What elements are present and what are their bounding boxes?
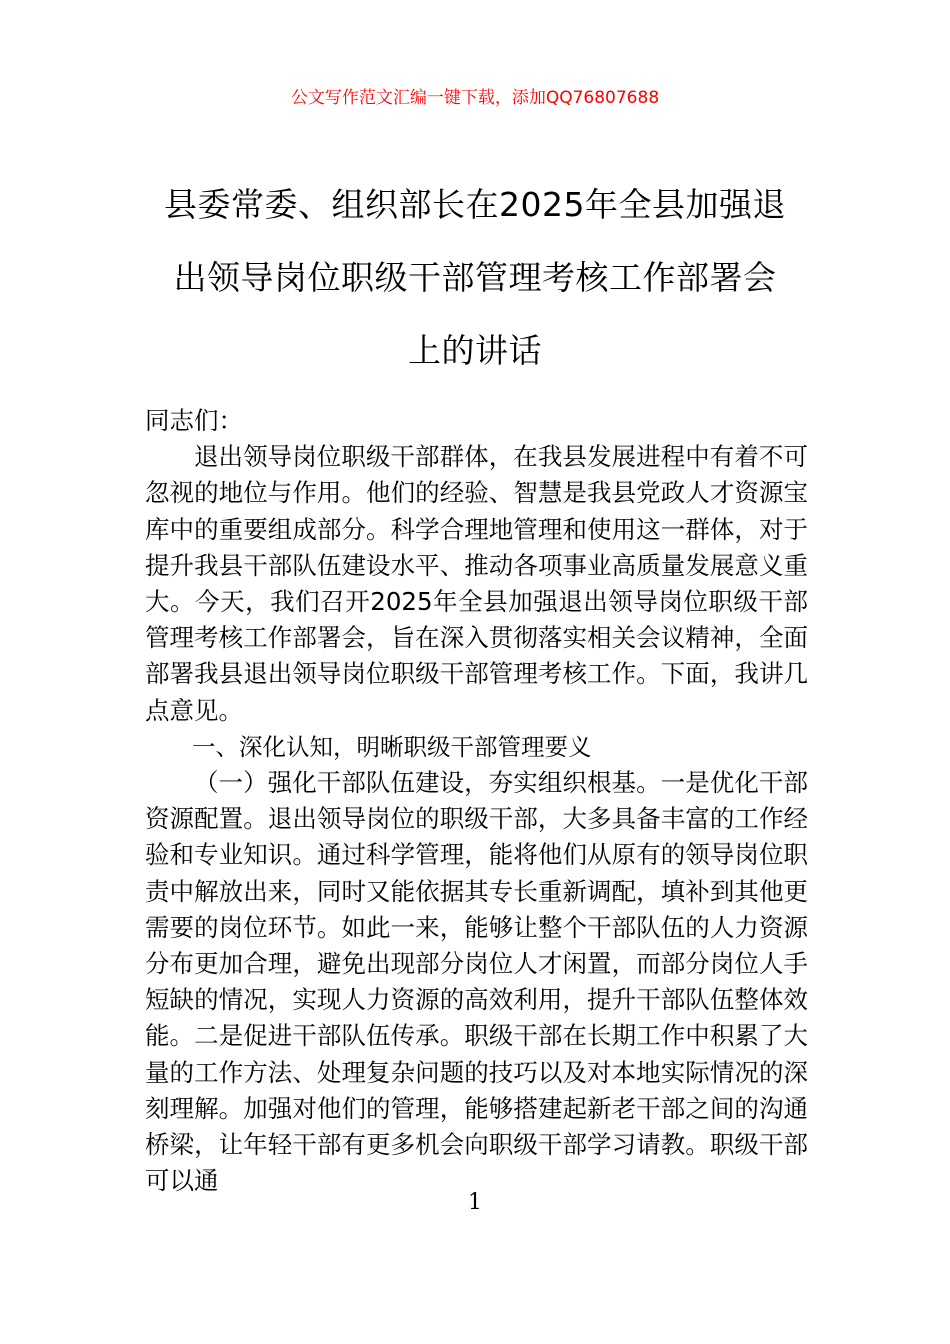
salutation: 同志们：	[145, 406, 243, 435]
section-1-paragraph: （一）强化干部队伍建设，夯实组织根基。一是优化干部资源配置。退出领导岗位的职级干部，大多具备丰富的工作经验和专业知识。通过科学管理，能将他们从原有的领导岗位职责中解放出来，同时又能依据其专长重新调配，填补到其他更需要的岗位环节。如此一来，能够让整个干部队伍的人力资源分布更加合理，避免出现部分岗位人才闲置，而部分岗位人手短缺的情况，实现人力资源的高效利用，提升干部队伍整体效能。二是促进干部队伍传承。职级干部在长期工作中积累了大量的工作方法、处理复杂问题的技巧以及对本地实际情况的深刻理解。加强对他们的管理，能够搭建起新老干部之间的沟通桥梁，让年轻干部有更多机会向职级干部学习请教。职级干部可以通	[145, 768, 808, 1196]
document-body	[145, 403, 808, 1199]
title-line-1: 县委常委、组织部长在2025年全县加强退	[164, 185, 786, 224]
title-line-2: 出领导岗位职级干部管理考核工作部署会	[173, 258, 777, 297]
document-title	[140, 168, 810, 387]
download-banner: 公文写作范文汇编一键下载，添加QQ76807688	[290, 88, 660, 108]
page-number: 1	[468, 1190, 482, 1215]
opening-paragraph: 退出领导岗位职级干部群体，在我县发展进程中有着不可忽视的地位与作用。他们的经验、智慧是我县党政人才资源宝库中的重要组成部分。科学合理地管理和使用这一群体，对于提升我县干部队伍建设水平、推动各项事业高质量发展意义重大。今天，我们召开2025年全县加强退出领导岗位职级干部管理考核工作部署会，旨在深入贯彻落实相关会议精神，全面部署我县退出领导岗位职级干部管理考核工作。下面，我讲几点意见。	[145, 442, 808, 725]
title-line-3: 上的讲话	[408, 331, 542, 370]
section-heading-1: 一、深化认知，明晰职级干部管理要义	[192, 732, 592, 761]
